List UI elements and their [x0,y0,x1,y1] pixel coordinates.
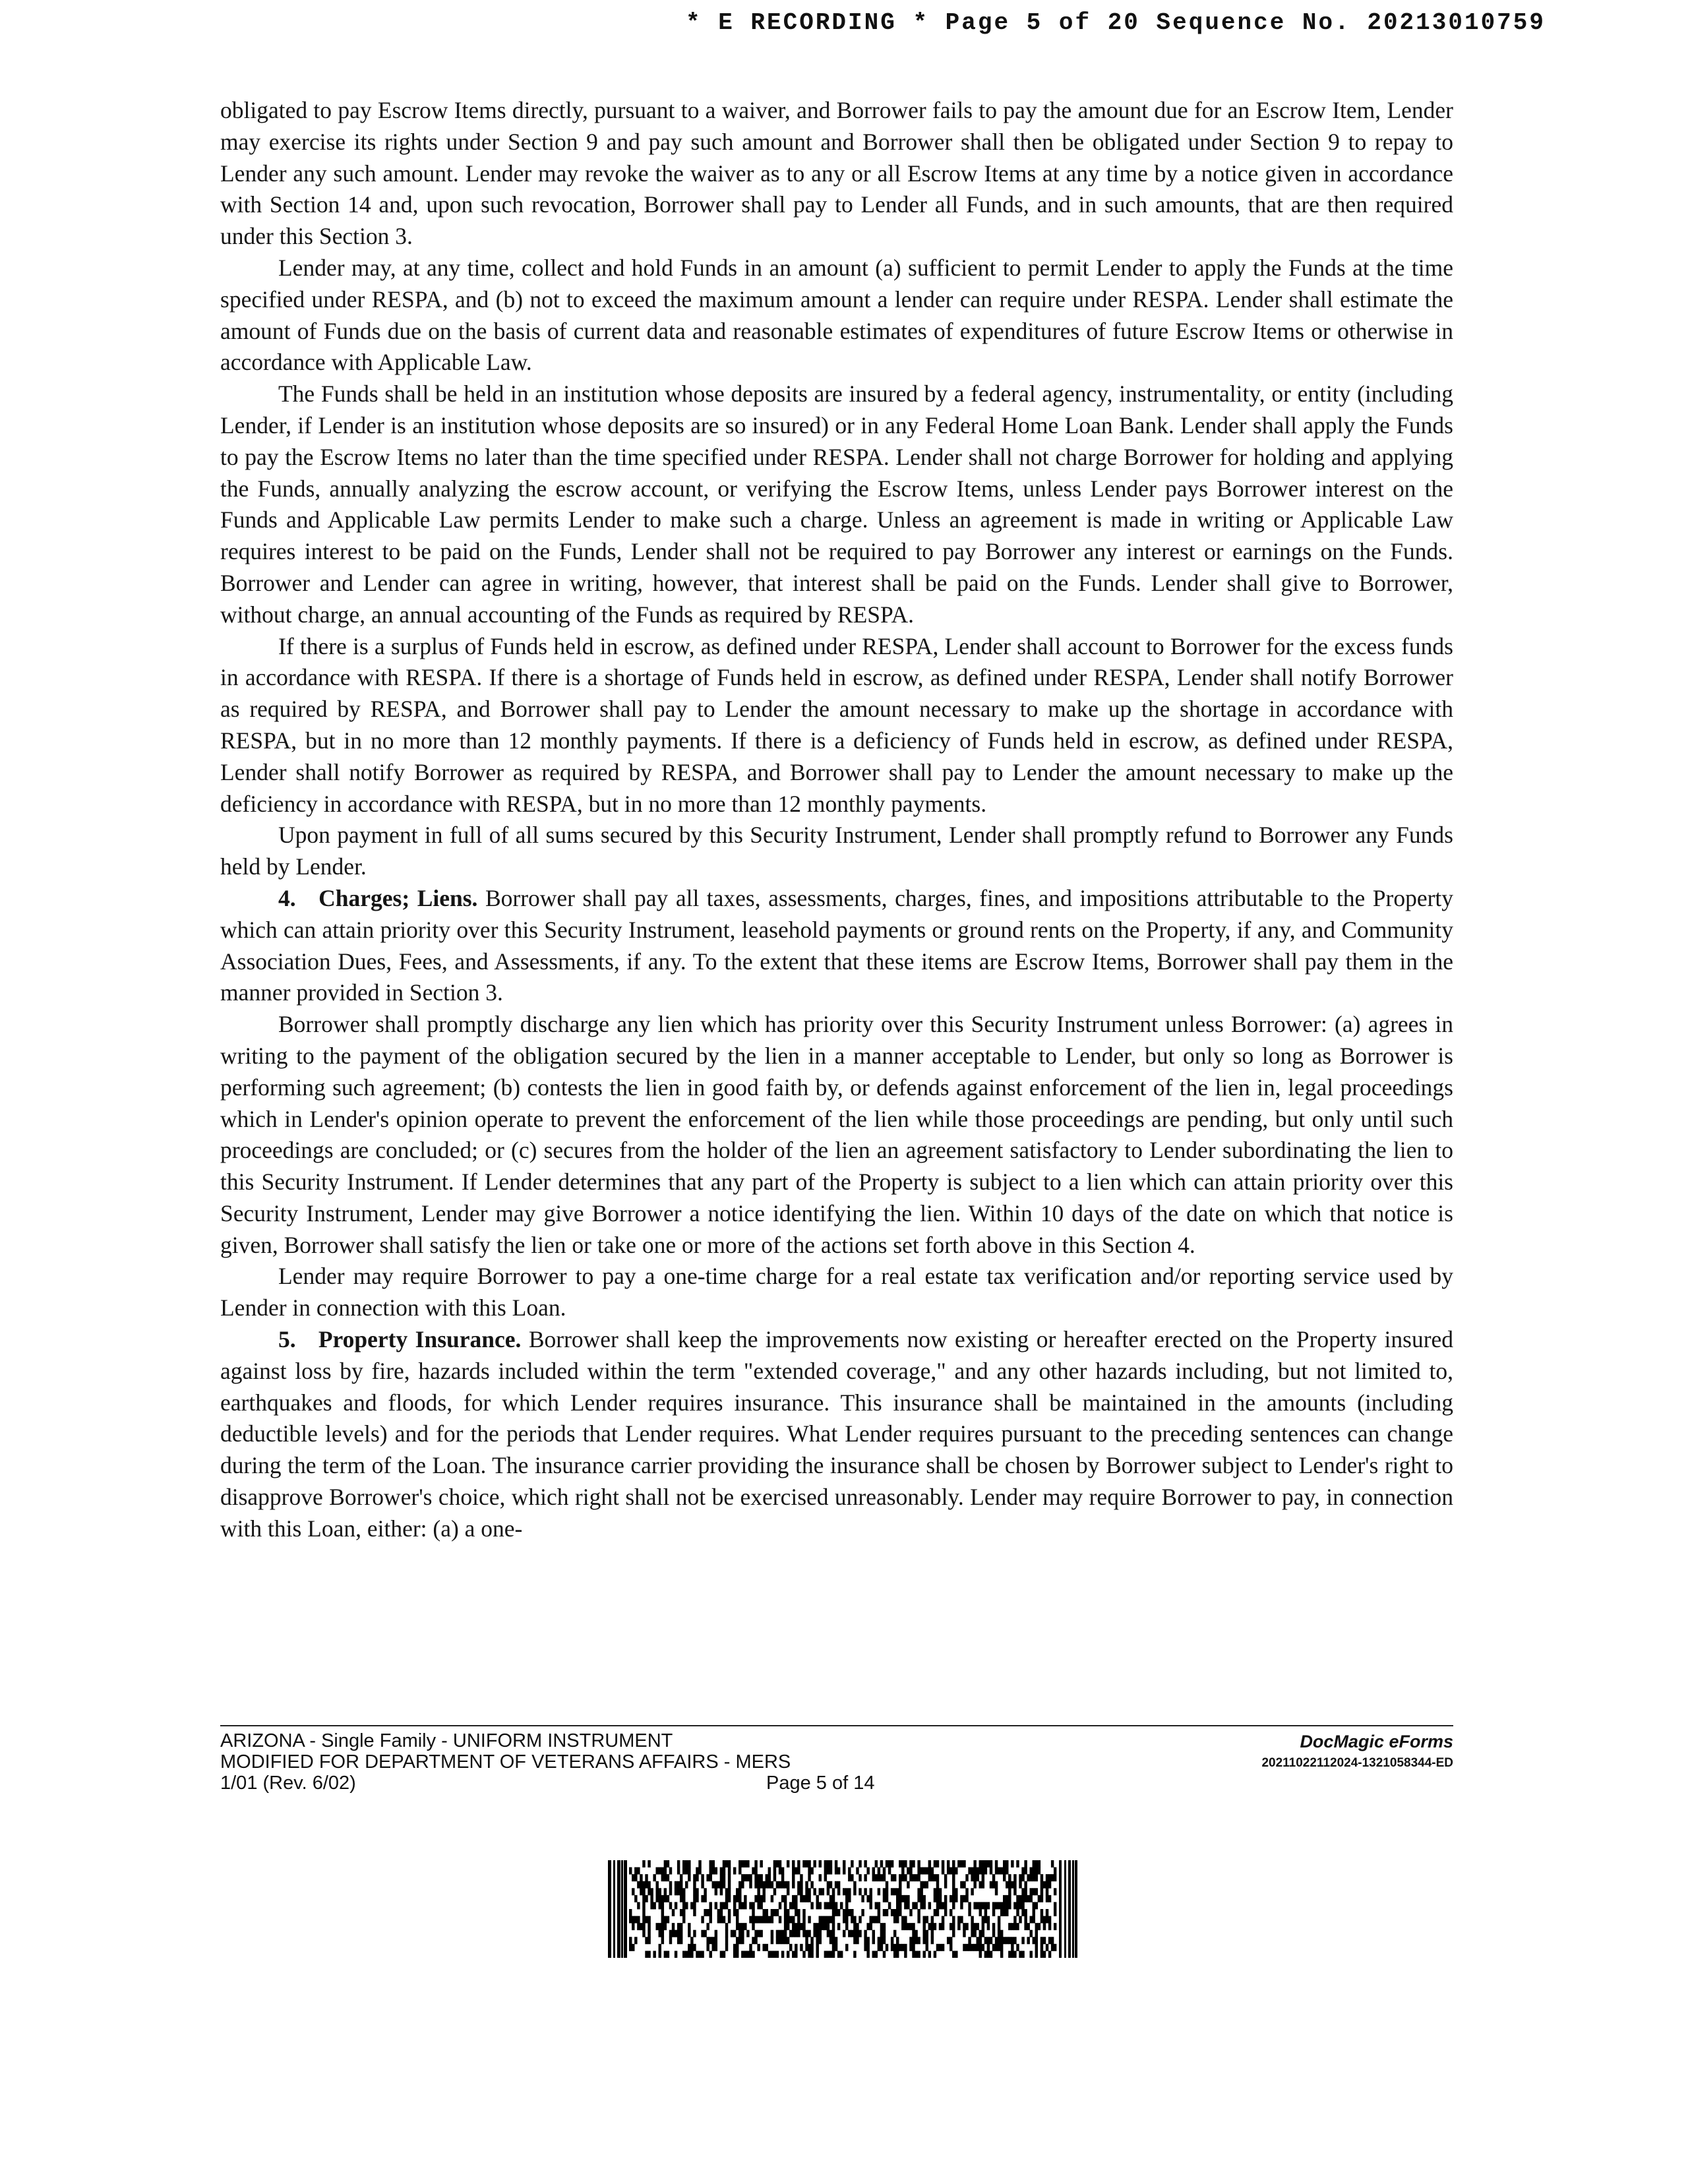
paragraph-tax-verification: Lender may require Borrower to pay a one-time charge for a real estate tax verification and/or reporting service used by Lender in connection with this Loan. [220,1263,1453,1321]
section-4-number: 4. [278,884,296,911]
paragraph-surplus-shortage: If there is a surplus of Funds held in escrow, as defined under RESPA, Lender shall account to Borrower for the excess funds in accordance with RESPA. If there is a shortage of Funds held in escrow, as defined under RESPA, Lender shall notify Borrower as required by RESPA, and Borrower shall pay to Lender the amount necessary to make up the shortage in accordance with RESPA, but in no more than 12 monthly payments. If there is a deficiency of Funds held in escrow, as defined under RESPA, Lender shall notify Borrower as required by RESPA, and Borrower shall pay to Lender the amount necessary to make up the deficiency in accordance with RESPA, but in no more than 12 monthly payments. [220,632,1453,817]
paragraph-collect-funds: Lender may, at any time, collect and hold Funds in an amount (a) sufficient to permit Lender to apply the Funds at the time specified under RESPA, and (b) not to exceed the maximum amount a lender can require under RESPA. Lender shall estimate the amount of Funds due on the basis of current data and reasonable estimates of expenditures of future Escrow Items or otherwise in accordance with Applicable Law. [220,254,1453,376]
paragraph-discharge-lien: Borrower shall promptly discharge any lien which has priority over this Security Instrument unless Borrower: (a) agrees in writing to the payment of the obligation secured by the lien in a manner acceptable to Lender, but only so long as Borrower is performing such agreement; (b) contests the lien in good faith by, or defends against enforcement of the lien in, legal proceedings which in Lender's opinion operate to prevent the enforcement of the lien while those proceedings are pending, but only until such proceedings are concluded; or (c) secures from the holder of the lien an agreement satisfactory to Lender subordinating the lien to this Security Instrument. If Lender determines that any part of the Property is subject to a lien which can attain priority over this Security Instrument, Lender may give Borrower a notice identifying the lien. Within 10 days of the date on which that notice is given, Borrower shall satisfy the lien or take one or more of the actions set forth above in this Section 4. [220,1011,1453,1258]
form-line-1: ARIZONA - Single Family - UNIFORM INSTRUMENT [220,1730,673,1751]
recording-stamp: * E RECORDING * Page 5 of 20 Sequence No. 20213010759 [686,9,1546,36]
document-body [220,95,1453,1545]
docmagic-logo: DocMagic eForms [1300,1732,1453,1751]
section-4-title: Charges; Liens. [318,884,478,911]
barcode-icon [608,1860,1077,1958]
paragraph-refund: Upon payment in full of all sums secured by this Security Instrument, Lender shall promptly refund to Borrower any Funds held by Lender. [220,822,1453,880]
document-code: 20211022112024-1321058344-ED [1261,1756,1453,1770]
paragraph-funds-held: The Funds shall be held in an institution whose deposits are insured by a federal agency, instrumentality, or entity (including Lender, if Lender is an institution whose deposits are so insured) or in any Federal Home Loan Bank. Lender shall apply the Funds to pay the Escrow Items no later than the time specified under RESPA. Lender shall not charge Borrower for holding and applying the Funds, annually analyzing the escrow account, or verifying the Escrow Items, unless Lender pays Borrower interest on the Funds and Applicable Law permits Lender to make such a charge. Unless an agreement is made in writing or Applicable Law requires interest to be paid on the Funds, Lender shall not be required to pay Borrower any interest or earnings on the Funds. Borrower and Lender can agree in writing, however, that interest shall be paid on the Funds. Lender shall give to Borrower, without charge, an annual accounting of the Funds as required by RESPA. [220,380,1453,628]
form-line-2: MODIFIED FOR DEPARTMENT OF VETERANS AFFAIRS - MERS [220,1751,791,1773]
section-4-text: Borrower shall pay all taxes, assessments, charges, fines, and impositions attributable to the Property which can attain priority over this Security Instrument, leasehold payments or ground rents on the Property, if any, and Community Association Dues, Fees, and Assessments, if any. To the extent that these items are Escrow Items, Borrower shall pay them in the manner provided in Section 3. [220,884,1454,1006]
section-5-property-insurance [220,1324,1453,1545]
section-5-text: Borrower shall keep the improvements now existing or hereafter erected on the Property insured against loss by fire, hazards included within the term "extended coverage," and any other hazards including, but not limited to, earthquakes and floods, for which Lender requires insurance. This insurance shall be maintained in the amounts (including deductible levels) and for the periods that Lender requires. What Lender requires pursuant to the preceding sentences can change during the term of the Loan. The insurance carrier providing the insurance shall be chosen by Borrower subject to Lender's right to disapprove Borrower's choice, which right shall not be exercised unreasonably. Lender may require Borrower to pay, in connection with this Loan, either: (a) a one- [220,1326,1454,1542]
paragraph-escrow-waiver: obligated to pay Escrow Items directly, pursuant to a waiver, and Borrower fails to pay the amount due for an Escrow Item, Lender may exercise its rights under Section 9 and pay such amount and Borrower shall then be obligated under Section 9 to repay to Lender any such amount. Lender may revoke the waiver as to any or all Escrow Items at any time by a notice given in accordance with Section 14 and, upon such revocation, Borrower shall pay to Lender all Funds, and in such amounts, that are then required under this Section 3. [220,97,1453,250]
vendor-block [1261,1732,1453,1771]
form-line-3: 1/01 (Rev. 6/02) [220,1773,356,1794]
form-identifier [220,1730,791,1794]
page-number: Page 5 of 14 [766,1773,875,1794]
section-4-charges-liens [220,883,1453,1009]
section-5-title: Property Insurance. [318,1326,522,1353]
page-footer [220,1725,1453,1794]
section-5-number: 5. [278,1326,296,1353]
